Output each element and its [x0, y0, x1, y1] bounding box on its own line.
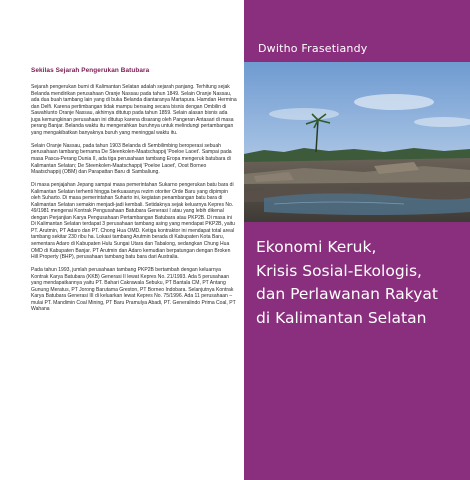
title-line-3: dan Perlawanan Rakyat — [256, 285, 438, 303]
paragraph-2: Selain Oranje Nassau, pada tahun 1903 Belanda di Sembilimbing beroperasi sebuah perusahaan tambang bernama De Steenkolen-Maatschappij 'Poeloe Laoet'. Sampai pada masa Pasca-Perang Dunia II, ada tiga perusahaan tambang Eropa mengeruk batubara di Kalimantan Selatan; De Steenkolen-Maatschappij 'Poeloe Laoet', Oost Borneo Maatschappij (OBM) dan Parapattan Baru di Sambaliung. — [31, 142, 232, 176]
cover-panel — [244, 0, 470, 480]
book-title — [256, 236, 468, 330]
paragraph-4: Pada tahun 1993, jumlah perusahaan tambang PKP2B bertambah dengan keluarnya Kontrak Karya Batubara (KKB) Generasi II lewat Kepres No. 21/1993. Ada 5 perusahaan yang mendapatkannya yaitu PT. Bahari Cakrawala Sebuku, PT Bantala CM, PT Antang Gunung Meratus, PT Jorong Barutama Greston, PT Borneo Indobara. Selanjutnya Kontrak Karya Batubara Generasi III di keluarkan lewat Kepres No. 75/1996. Ada 11 perusahaan – mulai PT. Mandimin Coal Mining, PT Baru Pramulya Abadi, PT. Generalindo Prima Coal, PT Wahana — [31, 267, 236, 313]
section-heading: Sekilas Sejarah Pengerukan Batubara — [31, 67, 150, 74]
title-line-2: Krisis Sosial-Ekologis, — [256, 261, 422, 280]
paragraph-3: Di masa penjajahan Jepang sampai masa pemerintahan Sukarno pengerukan batu bara di Kalimantan Selatan terhenti hingga berkuasanya rezim otoriter Orde Baru yang dipimpin oleh Suharto. Di masa pemerintahan Suharto ini, kegiatan penambangan batu bara di Kalimantan Selatan semakin menjadi-jadi kembali. Setidaknya sejak keluarnya Kepres No. 49/1981 mengenai Kontrak Pengusahaan Batubara Generasi I atau yang lebih dikenal dengan Perjanjian Karya Pengusahaan Pertambangan Batubara atau PKP2B. Di masa ini Di Kalimantan Selatan terdapat 3 perusahaan tambang asing yang mendapat PKP2B, yaitu PT. Arutmin, PT Adaro dan PT. Chong Hua OMD. Ketiga kontraktor ini mendapat total areal tambang sekitar 230 ribu ha. Lokasi tambang Arutmin berada di Kabupaten Kota Baru, sementara Adaro di Kabupaten Hulu Sungai Utara dan Tabalong, sedangkan Chung Hua OMD di Kabupaten Banjar. PT Arutmin dan Adaro kemudian berpatungan dengan Broken Hill Property (BHP), perusahaan tambang batu bara dari Australia. — [31, 182, 235, 261]
article-body — [31, 84, 237, 320]
mining-landscape-photo — [244, 62, 470, 222]
author-name: Dwitho Frasetiandy — [258, 42, 368, 55]
title-line-4: di Kalimantan Selatan — [256, 308, 427, 327]
paragraph-1: Sejarah pengerukan bumi di Kalimantan Selatan adalah sejarah panjang. Terhitung sejak Belanda mendirikan perusahaan Oranje Nassau pada tahun 1849. Selain Oranje Nassau, ada dua buah tambang lain yang di buka Belanda diantaranya Martapura. Hamdan Hermina dan Delfi. Karena pertimbangan tidak mampu bersaing secara bisnis dengan Ombilin di Sawahlunto Oranje Nassau, akhirnya ditutup pada tahun 1859. Selain alasan bisnis ada juga kemungkinan perusahaan ini ditutup karena disarang oleh Pangeran Antasari di masa perang Banjar. Belanda waktu itu mengerahkan buruhnya untuk melindungi pertambangan yang mengakibatkan banyaknya buruh yang meninggal waktu itu. — [31, 84, 237, 136]
title-line-1: Ekonomi Keruk, — [256, 238, 377, 256]
